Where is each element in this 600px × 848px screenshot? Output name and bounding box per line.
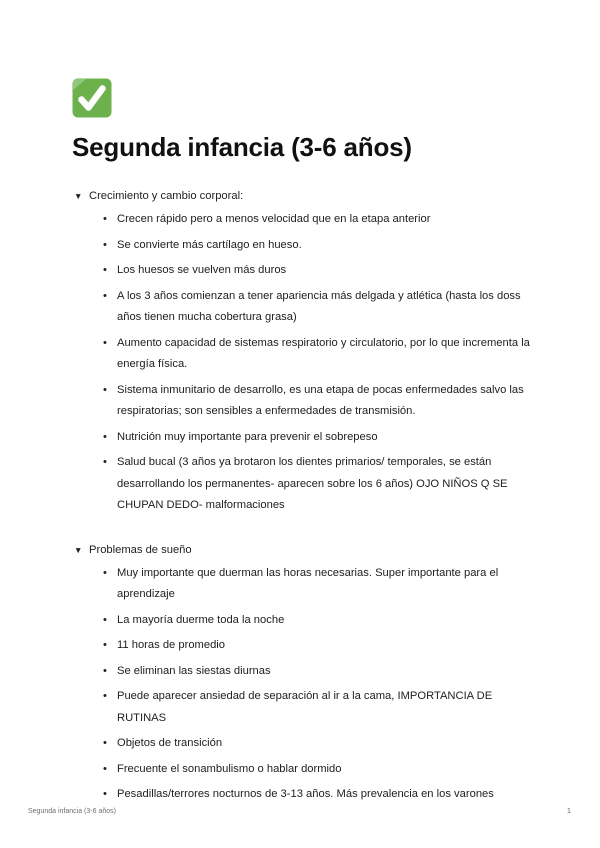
- list-item: • Nutrición muy importante para prevenir el sobrepeso: [117, 427, 542, 449]
- section-heading-label: Crecimiento y cambio corporal:: [89, 190, 244, 202]
- page-title: Segunda infancia (3-6 años): [72, 132, 412, 162]
- toggle-heading: [72, 188, 542, 205]
- list-item: • Crecen rápido pero a menos velocidad que en la etapa anterior: [117, 209, 542, 231]
- footer-page-number: 1: [566, 806, 571, 815]
- list-item: • A los 3 años comienzan a tener apariencia más delgada y atlética (hasta los doss años tienen mucha cobertura grasa): [117, 286, 542, 329]
- footer-document-name: Segunda infancia (3-6 años): [28, 808, 116, 815]
- toggle-triangle-icon: ▼: [74, 191, 83, 201]
- list-item: • Sistema inmunitario de desarrollo, es una etapa de pocas enfermedades salvo las respiratorias; son sensibles a enfermedades de transmisión.: [117, 380, 542, 423]
- list-item: • Los huesos se vuelven más duros: [117, 260, 542, 282]
- toggle-heading: [72, 542, 542, 559]
- check-mark-icon: [72, 78, 112, 118]
- list-item: • La mayoría duerme toda la noche: [117, 610, 542, 632]
- bullet-list: [72, 563, 542, 806]
- list-item: • Frecuente el sonambulismo o hablar dormido: [117, 759, 542, 781]
- list-item: • Muy importante que duerman las horas necesarias. Super importante para el aprendizaje: [117, 563, 542, 606]
- section-crecimiento: [72, 188, 542, 517]
- section-heading-label: Problemas de sueño: [89, 543, 192, 556]
- page-footer: [28, 806, 571, 817]
- list-item: • Salud bucal (3 años ya brotaron los dientes primarios/ temporales, se están desarrollando los permanentes- aparecen sobre los 6 años) OJO NIÑOS Q SE CHUPAN DEDO- malformaciones: [117, 452, 542, 517]
- bullet-list: [72, 209, 542, 517]
- list-item: • Se eliminan las siestas diurnas: [117, 661, 542, 683]
- list-item: • Pesadillas/terrores nocturnos de 3-13 años. Más prevalencia en los varones: [117, 784, 542, 806]
- section-suenio: [72, 542, 542, 806]
- list-item: • Se convierte más cartílago en hueso.: [117, 235, 542, 257]
- list-item: • Puede aparecer ansiedad de separación al ir a la cama, IMPORTANCIA DE RUTINAS: [117, 686, 542, 729]
- list-item: • Objetos de transición: [117, 733, 542, 755]
- list-item: • 11 horas de promedio: [117, 635, 542, 657]
- toggle-triangle-icon: ▼: [74, 544, 83, 555]
- list-item: • Aumento capacidad de sistemas respiratorio y circulatorio, por lo que incrementa la energía física.: [117, 333, 542, 376]
